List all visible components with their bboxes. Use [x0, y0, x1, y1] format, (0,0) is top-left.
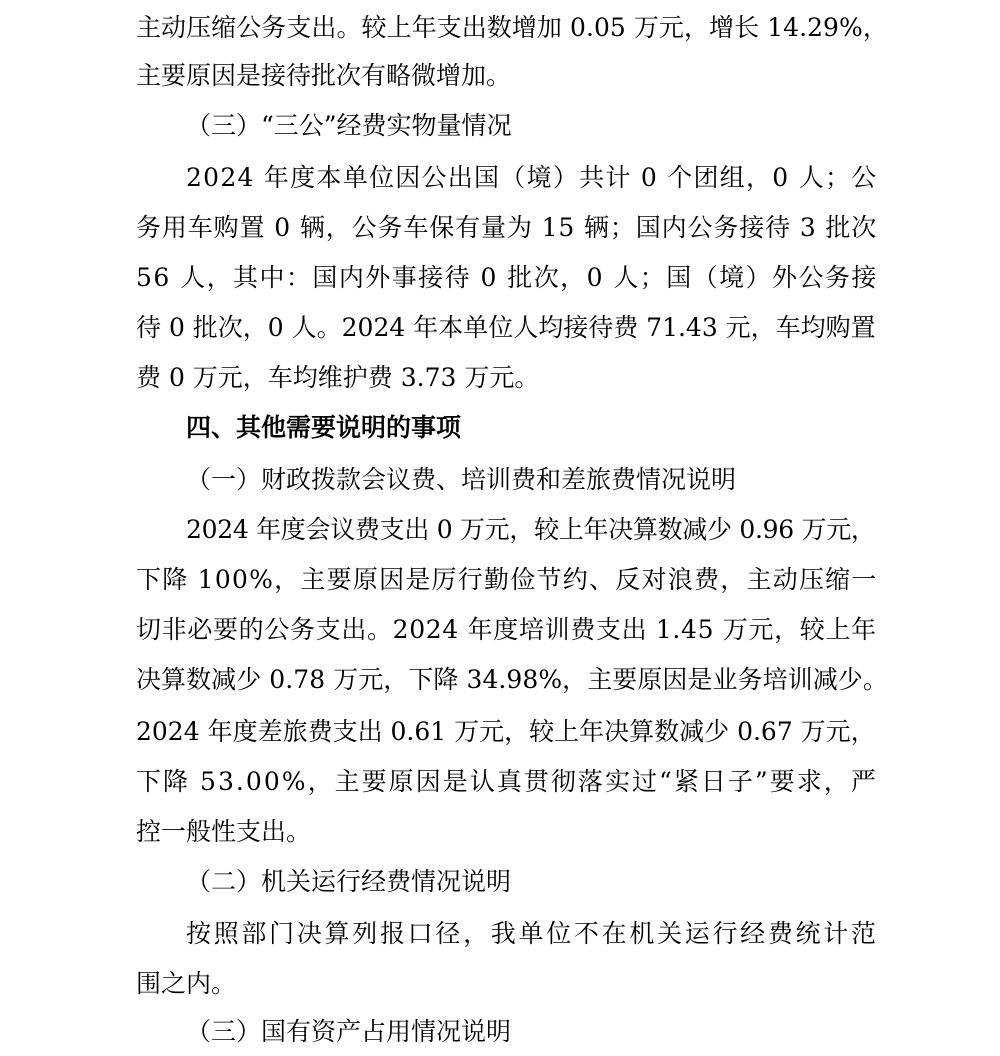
section-heading: （三）国有资产占用情况说明 [186, 1017, 512, 1046]
text-line: 2024 年度会议费支出 0 万元，较上年决算数减少 0.96 万元， [186, 515, 876, 544]
text-line: 切非必要的公务支出。2024 年度培训费支出 1.45 万元，较上年 [136, 615, 877, 644]
text-line: 务用车购置 0 辆，公务车保有量为 15 辆；国内公务接待 3 批次 [136, 213, 878, 242]
text-line: 围之内。 [136, 969, 237, 998]
text-line: 56 人，其中：国内外事接待 0 批次，0 人；国（境）外公务接 [136, 263, 878, 292]
text-line: 决算数减少 0.78 万元，下降 34.98%，主要原因是业务培训减少。 [136, 665, 888, 694]
section-heading: （二）机关运行经费情况说明 [186, 867, 512, 896]
text-line: 下降 53.00%，主要原因是认真贯彻落实过“紧日子”要求，严 [136, 767, 878, 796]
text-line: 控一般性支出。 [136, 817, 312, 846]
text-line: 主动压缩公务支出。较上年支出数增加 0.05 万元，增长 14.29%， [136, 13, 888, 42]
text-line: 2024 年度差旅费支出 0.61 万元，较上年决算数减少 0.67 万元， [136, 717, 876, 746]
section-heading: （一）财政拨款会议费、培训费和差旅费情况说明 [186, 465, 737, 494]
chapter-heading: 四、其他需要说明的事项 [186, 413, 462, 442]
text-line: 费 0 万元，车均维护费 3.73 万元。 [136, 363, 540, 392]
text-line: 下降 100%，主要原因是厉行勤俭节约、反对浪费，主动压缩一 [136, 565, 878, 594]
text-line: 按照部门决算列报口径，我单位不在机关运行经费统计范 [186, 919, 879, 948]
section-heading: （三）“三公”经费实物量情况 [186, 111, 512, 140]
text-line: 2024 年度本单位因公出国（境）共计 0 个团组，0 人；公 [186, 163, 878, 192]
text-line: 主要原因是接待批次有略微增加。 [136, 61, 512, 90]
text-line: 待 0 批次，0 人。2024 年本单位人均接待费 71.43 元，车均购置 [136, 313, 876, 342]
